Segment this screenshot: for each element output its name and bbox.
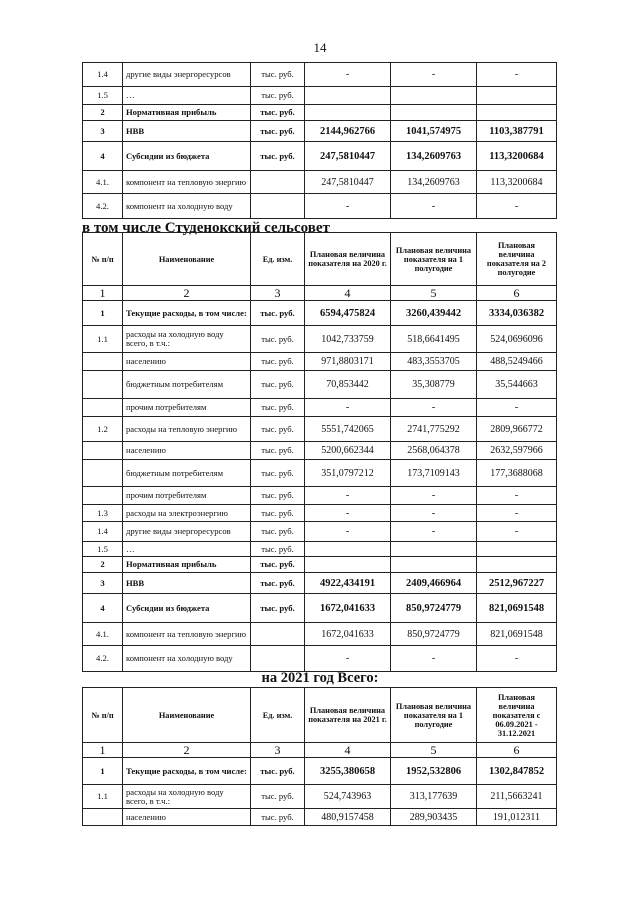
table-row <box>83 522 557 542</box>
row-value-half2: 821,0691548 <box>477 623 557 646</box>
column-header-n: № п/п <box>83 233 123 286</box>
row-value-half2: - <box>477 646 557 672</box>
table-row <box>83 87 557 105</box>
row-value-half1: - <box>391 194 477 219</box>
row-value-half2: 177,3688068 <box>477 460 557 487</box>
row-name: компонент на холодную воду <box>123 194 251 219</box>
table-row <box>83 557 557 573</box>
column-header-unit: Ед. изм. <box>251 233 305 286</box>
row-name: … <box>123 542 251 557</box>
row-name: Текущие расходы, в том числе: <box>123 758 251 785</box>
row-unit: тыс. руб. <box>251 326 305 353</box>
row-name: расходы на электроэнергию <box>123 505 251 522</box>
table-studenok <box>82 232 557 672</box>
row-name: бюджетным потребителям <box>123 371 251 399</box>
row-value-total: 1672,041633 <box>305 623 391 646</box>
row-number <box>83 353 123 371</box>
column-number: 4 <box>305 286 391 301</box>
table-row <box>83 542 557 557</box>
column-number: 5 <box>391 286 477 301</box>
row-unit: тыс. руб. <box>251 487 305 505</box>
row-value-half2: 2809,966772 <box>477 417 557 442</box>
row-unit: тыс. руб. <box>251 542 305 557</box>
column-header-name: Наименование <box>123 233 251 286</box>
row-value-half1: 35,308779 <box>391 371 477 399</box>
row-value-half2 <box>477 105 557 121</box>
table-row <box>83 646 557 672</box>
row-unit: тыс. руб. <box>251 142 305 171</box>
row-number: 4.2. <box>83 646 123 672</box>
row-number <box>83 442 123 460</box>
row-value-half1: 313,177639 <box>391 785 477 809</box>
row-value-total: 1042,733759 <box>305 326 391 353</box>
table-row <box>83 171 557 194</box>
table-2021 <box>82 687 557 826</box>
row-unit: тыс. руб. <box>251 301 305 326</box>
table-row <box>83 353 557 371</box>
row-value-total <box>305 87 391 105</box>
column-number: 1 <box>83 286 123 301</box>
row-number: 3 <box>83 573 123 594</box>
row-value-half2: 2512,967227 <box>477 573 557 594</box>
row-value-half1: - <box>391 399 477 417</box>
row-value-half2 <box>477 542 557 557</box>
row-value-half1 <box>391 557 477 573</box>
row-value-half2: - <box>477 522 557 542</box>
row-name: расходы на тепловую энергию <box>123 417 251 442</box>
table-header-row <box>83 233 557 286</box>
table-row <box>83 142 557 171</box>
row-unit: тыс. руб. <box>251 371 305 399</box>
row-value-half1 <box>391 105 477 121</box>
row-value-total: 480,9157458 <box>305 809 391 826</box>
row-name: другие виды энергоресурсов <box>123 522 251 542</box>
row-unit: тыс. руб. <box>251 594 305 623</box>
row-value-half1: 2741,775292 <box>391 417 477 442</box>
row-value-half2: 821,0691548 <box>477 594 557 623</box>
row-value-total: 247,5810447 <box>305 171 391 194</box>
table-row <box>83 399 557 417</box>
row-name: прочим потребителям <box>123 399 251 417</box>
row-number <box>83 371 123 399</box>
column-header-c1: Плановая величина показателя на 2021 г. <box>305 688 391 743</box>
row-value-half1 <box>391 87 477 105</box>
row-name: расходы на холодную воду всего, в т.ч.: <box>123 785 251 809</box>
row-value-total: 3255,380658 <box>305 758 391 785</box>
row-value-total: 4922,434191 <box>305 573 391 594</box>
column-number: 2 <box>123 743 251 758</box>
row-number: 1.5 <box>83 542 123 557</box>
row-name: … <box>123 87 251 105</box>
column-number: 1 <box>83 743 123 758</box>
row-value-half1: 1041,574975 <box>391 121 477 142</box>
column-number: 6 <box>477 743 557 758</box>
row-value-half2: 3334,036382 <box>477 301 557 326</box>
row-number: 4.1. <box>83 171 123 194</box>
row-number: 2 <box>83 105 123 121</box>
row-number: 4 <box>83 142 123 171</box>
column-header-c1: Плановая величина показателя на 2020 г. <box>305 233 391 286</box>
row-value-half2: - <box>477 487 557 505</box>
section-heading-studenok: в том числе Студенокский сельсовет <box>82 220 330 236</box>
row-number: 4.1. <box>83 623 123 646</box>
column-number: 4 <box>305 743 391 758</box>
table-row <box>83 105 557 121</box>
row-value-half2: 488,5249466 <box>477 353 557 371</box>
row-value-half2: 35,544663 <box>477 371 557 399</box>
row-value-half1: 134,2609763 <box>391 142 477 171</box>
row-unit: тыс. руб. <box>251 87 305 105</box>
table-row <box>83 63 557 87</box>
row-unit: тыс. руб. <box>251 63 305 87</box>
row-unit <box>251 194 305 219</box>
row-value-total: 971,8803171 <box>305 353 391 371</box>
table-row <box>83 623 557 646</box>
column-number-row <box>83 286 557 301</box>
row-value-total: 351,0797212 <box>305 460 391 487</box>
row-value-half2: 211,5663241 <box>477 785 557 809</box>
row-name: компонент на холодную воду <box>123 646 251 672</box>
row-value-half1: 289,903435 <box>391 809 477 826</box>
column-header-c3: Плановая величина показателя с 06.09.2021 - 31.12.2021 <box>477 688 557 743</box>
row-value-half1: 850,9724779 <box>391 594 477 623</box>
column-header-name: Наименование <box>123 688 251 743</box>
table-row <box>83 194 557 219</box>
column-number: 2 <box>123 286 251 301</box>
row-name: Нормативная прибыль <box>123 105 251 121</box>
row-number: 1.4 <box>83 522 123 542</box>
row-name: населению <box>123 442 251 460</box>
row-name: населению <box>123 809 251 826</box>
row-name: НВВ <box>123 573 251 594</box>
row-value-half2: - <box>477 399 557 417</box>
column-number-row <box>83 743 557 758</box>
row-value-half2: 113,3200684 <box>477 171 557 194</box>
row-unit: тыс. руб. <box>251 809 305 826</box>
row-value-half2: 113,3200684 <box>477 142 557 171</box>
row-number: 1 <box>83 301 123 326</box>
row-number: 4 <box>83 594 123 623</box>
row-unit: тыс. руб. <box>251 417 305 442</box>
column-number: 6 <box>477 286 557 301</box>
row-value-total: - <box>305 63 391 87</box>
column-number: 5 <box>391 743 477 758</box>
row-number: 1.4 <box>83 63 123 87</box>
row-unit: тыс. руб. <box>251 399 305 417</box>
row-value-total: 5551,742065 <box>305 417 391 442</box>
row-name: Субсидии из бюджета <box>123 142 251 171</box>
row-unit: тыс. руб. <box>251 522 305 542</box>
row-value-total: 5200,662344 <box>305 442 391 460</box>
row-value-total: - <box>305 505 391 522</box>
row-name: Нормативная прибыль <box>123 557 251 573</box>
row-value-half2: 1302,847852 <box>477 758 557 785</box>
row-number: 1 <box>83 758 123 785</box>
column-header-n: № п/п <box>83 688 123 743</box>
row-number: 1.5 <box>83 87 123 105</box>
table-row <box>83 301 557 326</box>
table-row <box>83 442 557 460</box>
row-name: другие виды энергоресурсов <box>123 63 251 87</box>
row-unit: тыс. руб. <box>251 785 305 809</box>
table-row <box>83 758 557 785</box>
row-unit <box>251 171 305 194</box>
row-number: 2 <box>83 557 123 573</box>
table-row <box>83 573 557 594</box>
row-value-half1: - <box>391 505 477 522</box>
row-unit: тыс. руб. <box>251 758 305 785</box>
row-value-half1: - <box>391 487 477 505</box>
page-number: 14 <box>313 40 327 55</box>
row-value-half1: 173,7109143 <box>391 460 477 487</box>
row-name: населению <box>123 353 251 371</box>
column-number: 3 <box>251 743 305 758</box>
row-value-half1: 518,6641495 <box>391 326 477 353</box>
row-name: прочим потребителям <box>123 487 251 505</box>
table-row <box>83 487 557 505</box>
row-unit <box>251 646 305 672</box>
table-row <box>83 594 557 623</box>
row-number: 1.1 <box>83 326 123 353</box>
row-value-half1: - <box>391 63 477 87</box>
row-unit: тыс. руб. <box>251 557 305 573</box>
row-unit: тыс. руб. <box>251 442 305 460</box>
table-row <box>83 809 557 826</box>
row-value-half1: 2568,064378 <box>391 442 477 460</box>
row-value-half1: 1952,532806 <box>391 758 477 785</box>
row-value-total: 524,743963 <box>305 785 391 809</box>
row-value-total <box>305 105 391 121</box>
row-value-total: 1672,041633 <box>305 594 391 623</box>
row-value-total: - <box>305 487 391 505</box>
row-number: 3 <box>83 121 123 142</box>
table-row <box>83 785 557 809</box>
row-value-total: 2144,962766 <box>305 121 391 142</box>
row-name: компонент на тепловую энергию <box>123 171 251 194</box>
row-name: Текущие расходы, в том числе: <box>123 301 251 326</box>
row-number: 1.3 <box>83 505 123 522</box>
row-value-half1: 2409,466964 <box>391 573 477 594</box>
row-value-half1 <box>391 542 477 557</box>
row-value-total: - <box>305 646 391 672</box>
row-name: НВВ <box>123 121 251 142</box>
row-value-total <box>305 557 391 573</box>
row-unit: тыс. руб. <box>251 505 305 522</box>
row-value-total: - <box>305 399 391 417</box>
row-value-half2: - <box>477 194 557 219</box>
row-number <box>83 487 123 505</box>
row-number <box>83 460 123 487</box>
table-row <box>83 460 557 487</box>
row-value-half2: - <box>477 505 557 522</box>
row-value-total <box>305 542 391 557</box>
row-value-half1: - <box>391 522 477 542</box>
row-number: 4.2. <box>83 194 123 219</box>
row-number: 1.2 <box>83 417 123 442</box>
row-value-total: - <box>305 522 391 542</box>
row-unit <box>251 623 305 646</box>
row-value-half2 <box>477 87 557 105</box>
table-row <box>83 505 557 522</box>
row-value-total: 70,853442 <box>305 371 391 399</box>
row-number: 1.1 <box>83 785 123 809</box>
row-value-total: 247,5810447 <box>305 142 391 171</box>
table-header-row <box>83 688 557 743</box>
row-value-total: 6594,475824 <box>305 301 391 326</box>
table-continued <box>82 62 557 219</box>
row-value-half2: 524,0696096 <box>477 326 557 353</box>
row-value-total: - <box>305 194 391 219</box>
row-value-half1: - <box>391 646 477 672</box>
row-name: расходы на холодную воду всего, в т.ч.: <box>123 326 251 353</box>
column-header-c2: Плановая величина показателя на 1 полугодие <box>391 688 477 743</box>
row-value-half1: 134,2609763 <box>391 171 477 194</box>
row-name: компонент на тепловую энергию <box>123 623 251 646</box>
row-unit: тыс. руб. <box>251 573 305 594</box>
table-row <box>83 121 557 142</box>
row-unit: тыс. руб. <box>251 353 305 371</box>
row-number <box>83 399 123 417</box>
row-value-half2: 191,012311 <box>477 809 557 826</box>
row-value-half2 <box>477 557 557 573</box>
row-value-half2: 1103,387791 <box>477 121 557 142</box>
table-row <box>83 417 557 442</box>
column-number: 3 <box>251 286 305 301</box>
column-header-unit: Ед. изм. <box>251 688 305 743</box>
row-value-half2: 2632,597966 <box>477 442 557 460</box>
row-value-half1: 3260,439442 <box>391 301 477 326</box>
row-value-half2: - <box>477 63 557 87</box>
section-heading-2021: на 2021 год Всего: <box>261 670 379 686</box>
column-header-c2: Плановая величина показателя на 1 полугодие <box>391 233 477 286</box>
column-header-c3: Плановая величина показателя на 2 полугодие <box>477 233 557 286</box>
row-value-half1: 850,9724779 <box>391 623 477 646</box>
table-row <box>83 371 557 399</box>
row-name: Субсидии из бюджета <box>123 594 251 623</box>
row-name: бюджетным потребителям <box>123 460 251 487</box>
row-unit: тыс. руб. <box>251 121 305 142</box>
row-value-half1: 483,3553705 <box>391 353 477 371</box>
row-unit: тыс. руб. <box>251 105 305 121</box>
row-number <box>83 809 123 826</box>
row-unit: тыс. руб. <box>251 460 305 487</box>
table-row <box>83 326 557 353</box>
